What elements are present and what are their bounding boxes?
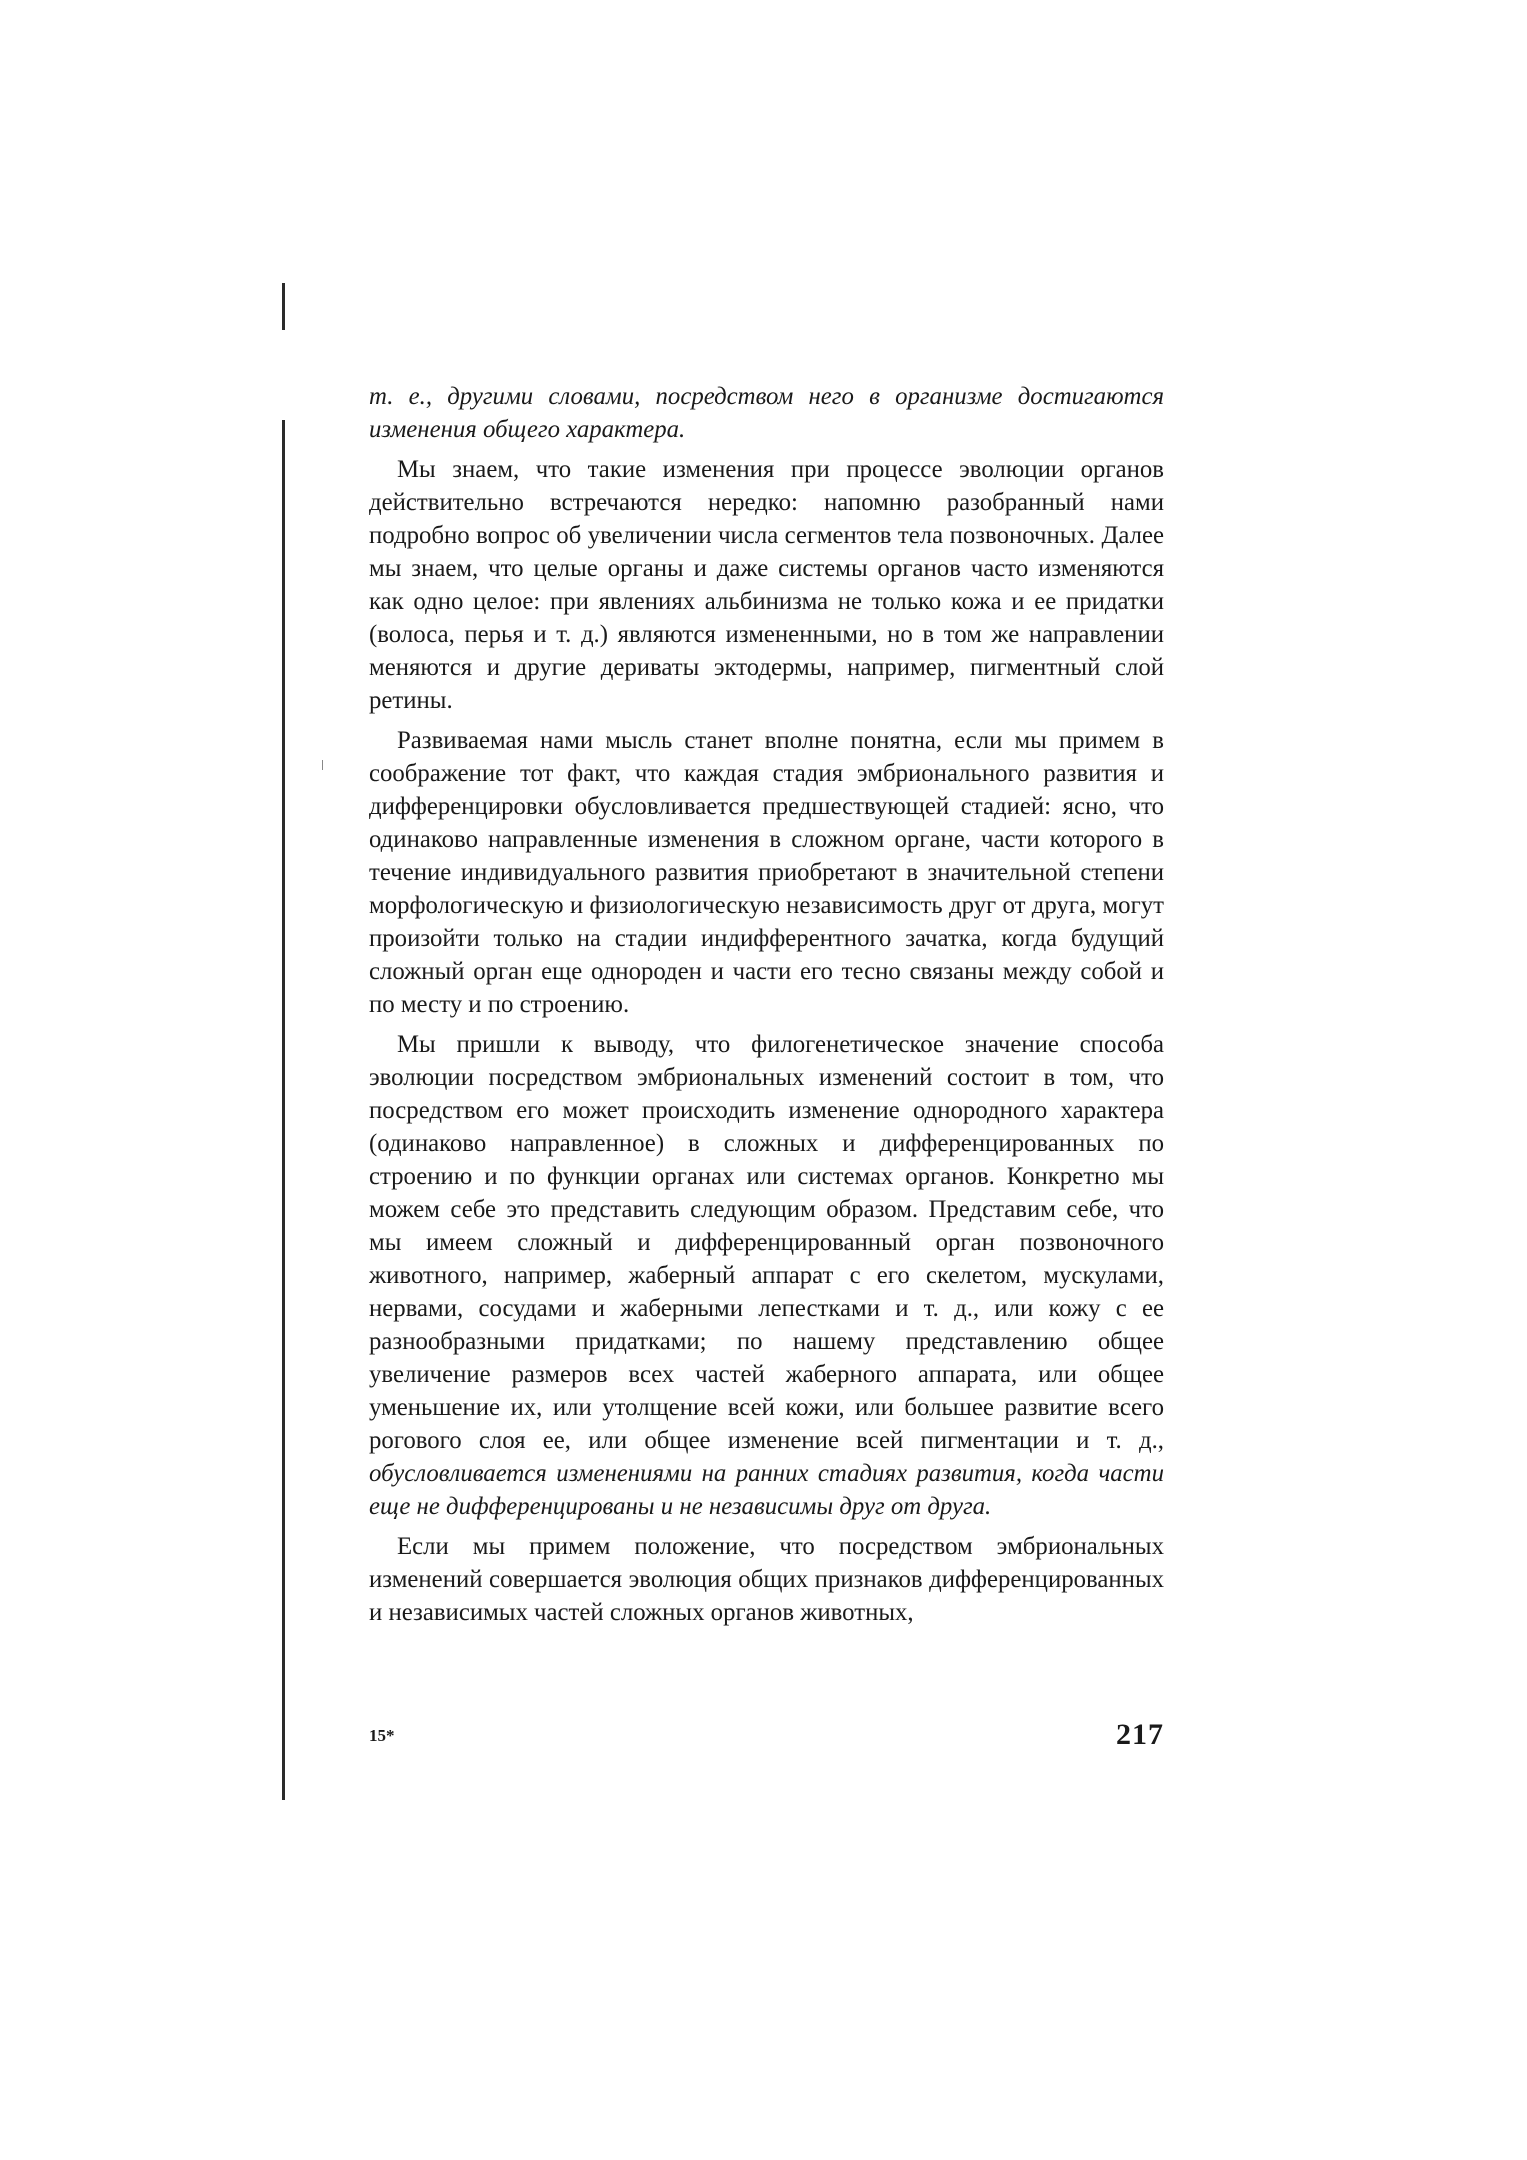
scan-edge-line — [282, 420, 285, 1800]
paragraph — [369, 1530, 1164, 1629]
page-footer — [369, 1718, 1164, 1758]
paragraph — [369, 380, 1164, 446]
body-text: Развиваемая нами мысль станет вполне понятна, если мы примем в соображение тот факт, что каждая стадия эмбрионального развития и дифференцировки обусловливается предшествующей стадией: ясно, что одинаково направленные изменения в сложном органе, части которого в течение индивидуального развития приобретают в значительной степени морфологическую и физиологическую независимость друг от друга, могут произойти только на стадии индифферентного зачатка, когда будущий сложный орган еще однороден и части его тесно связаны между собой и по месту и по строению. — [369, 727, 1164, 1018]
paragraph — [369, 724, 1164, 1021]
scan-speck — [322, 760, 323, 770]
page-body-text — [369, 380, 1164, 1636]
paragraph — [369, 453, 1164, 717]
italic-text: обусловливается изменениями на ранних стадиях развития, когда части еще не дифференцированы и не независимы друг от друга. — [369, 1460, 1164, 1520]
body-text: Мы знаем, что такие изменения при процессе эволюции органов действительно встречаются нередко: напомню разобранный нами подробно вопрос об увеличении числа сегментов тела позвоночных. Далее мы знаем, что целые органы и даже системы органов часто изменяются как одно целое: при явлениях альбинизма не только кожа и ее придатки (волоса, перья и т. д.) являются измененными, но в том же направлении меняются и другие дериваты эктодермы, например, пигментный слой ретины. — [369, 456, 1164, 714]
body-text: Мы пришли к выводу, что филогенетическое значение способа эволюции посредством эмбриональных изменений состоит в том, что посредством его может происходить изменение однородного характера (одинаково направленное) в сложных и дифференцированных по строению и по функции органах или системах органов. Конкретно мы можем себе это представить следующим образом. Представим себе, что мы имеем сложный и дифференцированный орган позвоночного животного, например, жаберный аппарат с его скелетом, мускулами, нервами, сосудами и жаберными лепестками и т. д., или кожу с ее разнообразными придатками; по нашему представлению общее увеличение размеров всех частей жаберного аппарата, или общее уменьшение их, или утолщение всей кожи, или большее развитие всего рогового слоя ее, или общее изменение всей пигментации и т. д., — [369, 1031, 1164, 1454]
printer-signature: 15* — [369, 1726, 395, 1745]
body-text: Если мы примем положение, что посредством эмбриональных изменений совершается эволюция общих признаков дифференцированных и независимых частей сложных органов животных, — [369, 1533, 1164, 1626]
scan-edge-line — [282, 283, 285, 330]
italic-text: т. е., другими словами, посредством него в организме достигаются изменения общего характера. — [369, 383, 1164, 443]
paragraph — [369, 1028, 1164, 1523]
page-number: 217 — [1116, 1718, 1164, 1751]
